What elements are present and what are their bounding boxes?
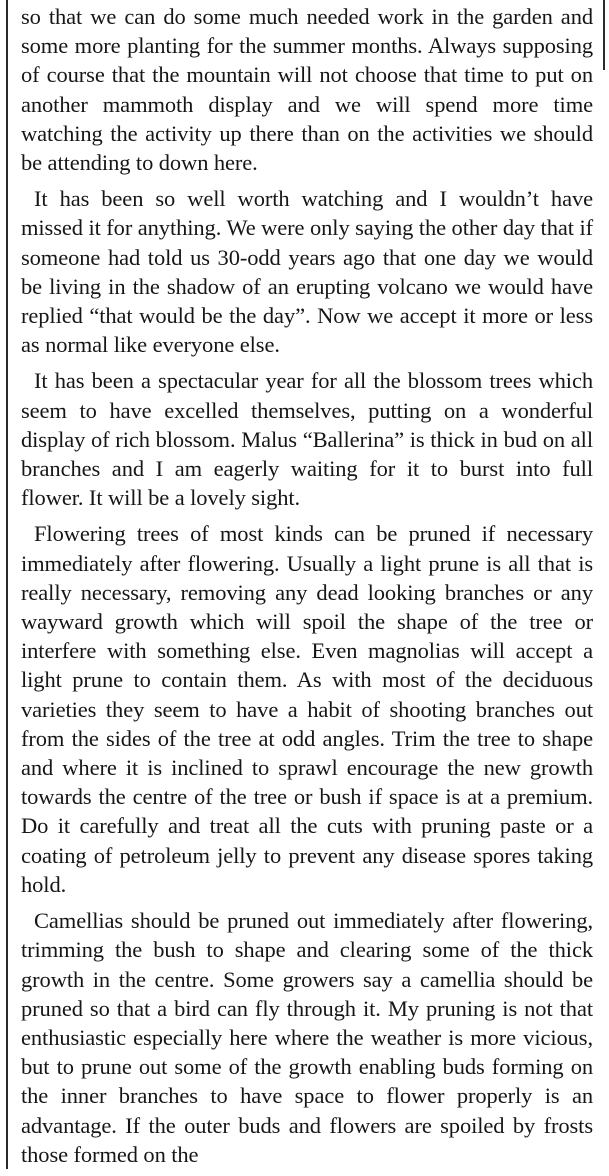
paragraph-5: Camellias should be pruned out immediately after flowering, trimming the bush to shape and clearing some of the thick growth in the centre. Some growers say a camellia should be pruned so that a bird can fly through it. My pruning is not that enthusiastic especially here where the weather is more vicious, but to prune out some of the growth enabling buds forming on the inner branches to have space to flower properly is an advantage. If the outer buds and flowers are spoiled by frosts those formed on the <box>21 908 593 1167</box>
article-body <box>21 2 593 1176</box>
paragraph-1: so that we can do some much needed work in the garden and some more planting for the summer months. Always supposing of course that the mountain will not choose that time to put on another mammoth display and we will spend more time watching the activity up there than on the activities we should be attending to down here. <box>21 4 593 176</box>
paragraph-3: It has been a spectacular year for all the blossom trees which seem to have excelled themselves, putting on a wonderful display of rich blossom. Malus “Ballerina” is thick in bud on all branches and I am eagerly waiting for it to burst into full flower. It will be a lovely sight. <box>21 368 593 511</box>
column-rule-right <box>603 0 605 70</box>
paragraph-4: Flowering trees of most kinds can be pruned if necessary immediately after flowering. Usually a light prune is all that is really necessary, removing any dead looking branches or any wayward growth which will spoil the shape of the tree or interfere with something else. Even magnolias will accept a light prune to contain them. As with most of the deciduous varieties they seem to have a habit of shooting branches out from the sides of the tree at odd angles. Trim the tree to shape and where it is inclined to sprawl encourage the new growth towards the centre of the tree or bush if space is at a premium. Do it carefully and treat all the cuts with pruning paste or a coating of petroleum jelly to prevent any disease spores taking hold. <box>21 521 593 897</box>
column-rule-left <box>6 0 8 1169</box>
paragraph-2: It has been so well worth watching and I wouldn’t have missed it for anything. We were only saying the other day that if someone had told us 30-odd years ago that one day we would be living in the shadow of an erupting volcano we would have replied “that would be the day”. Now we accept it more or less as normal like everyone else. <box>21 186 593 358</box>
